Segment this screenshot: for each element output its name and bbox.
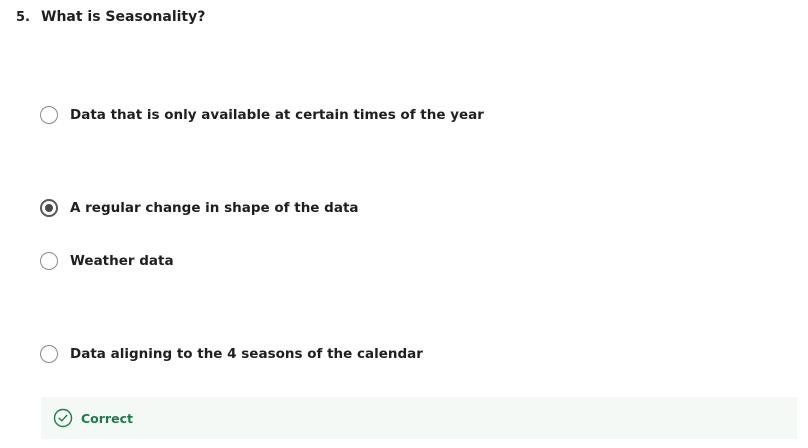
feedback-banner [41, 397, 797, 439]
option-3[interactable] [40, 343, 423, 365]
option-label: Data that is only available at certain times of the year [70, 107, 484, 123]
radio-button[interactable] [40, 345, 58, 363]
question-text: What is Seasonality? [41, 9, 206, 25]
check-circle-icon [53, 408, 73, 428]
option-label: Weather data [70, 253, 174, 269]
question-number: 5. [16, 10, 30, 25]
option-2[interactable] [40, 250, 174, 272]
option-0[interactable] [40, 104, 484, 126]
radio-button[interactable] [40, 106, 58, 124]
radio-button[interactable] [40, 252, 58, 270]
radio-button-selected[interactable] [40, 199, 58, 217]
feedback-text: Correct [81, 410, 133, 426]
option-label: Data aligning to the 4 seasons of the calendar [70, 346, 423, 362]
option-1[interactable] [40, 197, 359, 219]
option-label: A regular change in shape of the data [70, 200, 359, 216]
